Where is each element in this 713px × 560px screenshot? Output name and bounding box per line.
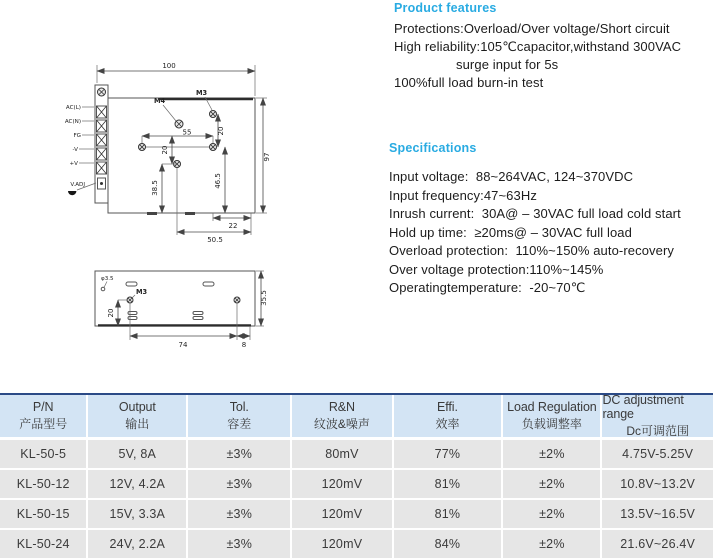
product-features-section [394, 1, 712, 92]
side-m3-callout [127, 288, 240, 303]
m3-callout [196, 89, 217, 118]
models-spec-table [0, 395, 713, 560]
spec-line: Input frequency:47~63Hz [389, 187, 537, 203]
dim-38-5 [151, 164, 162, 213]
dim-label-22: 22 [228, 222, 238, 230]
terminal-block [95, 85, 108, 203]
col-header-output: Output 输出 [88, 395, 188, 437]
dim-width-100 [97, 62, 255, 96]
spec-line: Input voltage: 88~264VAC, 124~370VDC [389, 169, 634, 184]
top-view-drawing [55, 55, 305, 270]
feature-line: surge input for 5s [456, 57, 559, 72]
side-case-outline [95, 271, 255, 326]
m4-label: M4 [154, 97, 166, 105]
terminal-labels [65, 105, 96, 195]
case-foot [147, 212, 157, 215]
col-header-load-regulation: Load Regulation 负载调整率 [503, 395, 602, 437]
dim-label-55: 55 [182, 128, 192, 137]
m4-callout [154, 97, 183, 128]
hole-dia-callout [101, 276, 114, 291]
dim-20-right [217, 114, 225, 147]
dim-label-50-5: 50.5 [207, 236, 223, 244]
terminal-label-minusv: -V [72, 147, 78, 153]
dim-label-8: 8 [241, 341, 247, 349]
table-row-kl-50-5: KL-50-5 5V, 8A ±3% 80mV 77% ±2% 4.75V-5.25V [0, 440, 713, 468]
vent-slot [203, 282, 214, 286]
table-row-kl-50-15: KL-50-15 15V, 3.3A ±3% 120mV 81% ±2% 13.5V~16.5V [0, 500, 713, 528]
vent-slot [193, 312, 203, 315]
spec-line: Overload protection: 110%~150% auto-recovery [389, 243, 675, 258]
col-header-ripple-noise: R&N 纹波&噪声 [292, 395, 393, 437]
col-header-tolerance: Tol. 容差 [188, 395, 292, 437]
terminal-label-fg: FG [73, 133, 81, 139]
dim-label-97: 97 [263, 152, 271, 162]
dim-label-20-left: 20 [161, 145, 169, 155]
feature-line: High reliability:105℃capacitor,withstand 300VAC [394, 39, 682, 54]
dim-20-left [161, 136, 177, 164]
dim-label-35-5: 35.5 [260, 290, 268, 306]
terminal-label-acl: AC(L) [65, 105, 81, 111]
dim-35-5 [256, 271, 268, 326]
hole-dia-label: φ3.5 [101, 276, 114, 282]
m3-label: M3 [196, 89, 208, 97]
table-header-row [0, 395, 713, 437]
vent-slot [128, 312, 137, 315]
case-foot [185, 212, 195, 215]
dim-label-38-5: 38.5 [151, 180, 159, 196]
dim-label-20-side: 20 [107, 308, 115, 318]
specifications-section [389, 141, 711, 298]
table-row-kl-50-12: KL-50-12 12V, 4.2A ±3% 120mV 81% ±2% 10.8V~13.2V [0, 470, 713, 498]
spec-line: Inrush current: 30A@ – 30VAC full load cold start [389, 206, 681, 221]
dim-label-46-5: 46.5 [214, 173, 222, 189]
vent-slot [126, 282, 137, 286]
spec-line: Over voltage protection:110%~145% [389, 261, 604, 277]
col-header-dc-adjustment: DC adjustment range Dc可调范围 [602, 393, 690, 438]
dim-55 [142, 129, 213, 148]
terminal-contacts [97, 106, 107, 174]
vent-slot [193, 317, 203, 320]
table-row-kl-50-24: KL-50-24 24V, 2.2A ±3% 120mV 84% ±2% 21.6V~26.4V [0, 530, 713, 558]
terminal-label-plusv: +V [69, 161, 78, 167]
dim-height-97 [256, 98, 271, 213]
side-view-drawing [88, 268, 270, 358]
dim-46-5 [214, 147, 225, 213]
dim-label-20-right: 20 [217, 126, 225, 136]
spec-line: Operatingtemperature: -20~70℃ [389, 280, 586, 295]
feature-line: Protections:Overload/Over voltage/Short circuit [394, 21, 670, 36]
dim-label-100: 100 [162, 62, 176, 70]
mounting-holes-row [139, 144, 217, 168]
dim-label-74: 74 [178, 341, 188, 349]
col-header-pn: P/N 产品型号 [0, 395, 88, 437]
terminal-label-vadj: V.ADJ [70, 182, 85, 188]
dim-20-side [107, 300, 128, 326]
table-body [0, 440, 713, 558]
feature-line: 100%full load burn-in test [394, 75, 544, 90]
col-header-efficiency: Effi. 效率 [394, 395, 504, 437]
specifications-heading: Specifications [389, 141, 477, 155]
vadj-knob-icon [68, 191, 76, 195]
vent-slot [128, 317, 137, 320]
spec-line: Hold up time: ≥20ms@ – 30VAC full load [389, 224, 632, 240]
terminal-label-acn: AC(N) [64, 119, 81, 125]
side-m3-label: M3 [136, 288, 148, 296]
product-features-heading: Product features [394, 1, 497, 15]
case-outline [108, 98, 255, 215]
